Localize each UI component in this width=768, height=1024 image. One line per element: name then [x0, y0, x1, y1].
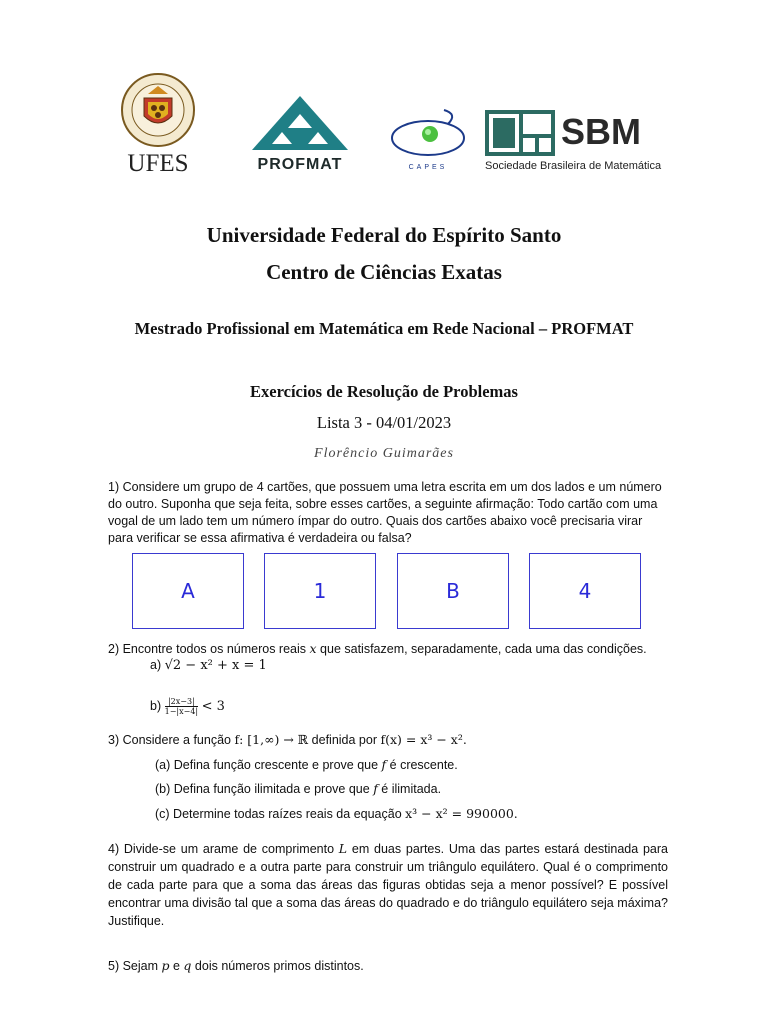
q5-q: q — [183, 958, 192, 973]
q3-function: f: [1,∞) → ℝ — [234, 732, 309, 747]
q3c-equation: x³ − x² = 990000. — [405, 806, 518, 821]
q2-var: x — [309, 641, 317, 656]
ufes-text: UFES — [127, 150, 189, 177]
exercise-title: Exercícios de Resolução de Problemas — [250, 382, 518, 401]
question-3c — [155, 805, 655, 823]
q4-text-b: em duas partes. Uma das partes estará destinada para construir um quadrado e a outra parte para construir um triângulo equilátero. Qual é o comprimento de cada parte para que a soma das áreas das figuras obtidas seja a menor possível? E possível encontrar uma divisão tal que a soma das áreas do quadrado e do triângulo equilátero seja máxima? Justifique. — [108, 842, 668, 928]
card-4: 4 — [529, 553, 641, 629]
q3-defined: definida por — [308, 733, 381, 747]
ufes-logo — [118, 70, 198, 180]
q2b-label: b) — [150, 698, 162, 713]
q3a-f: f — [381, 757, 387, 772]
ufes-seal-icon — [118, 70, 198, 150]
q2-intro-b: que satisfazem, separadamente, cada uma das condições. — [316, 642, 647, 656]
card-1: 1 — [264, 553, 376, 629]
card-a: A — [132, 553, 244, 629]
q3a-end: é crescente. — [386, 758, 458, 772]
question-1-text: 1) Considere um grupo de 4 cartões, que possuem uma letra escrita em um dos lados e um número do outro. Suponha que seja feita, sobre esses cartões, a seguinte afirmação: Todo cartão com uma vogal de um lado tem um número ímpar do outro. Quais dos cartões abaixo você precisaria virar para verificar se essa afirmativa é verdadeira ou falsa? — [108, 480, 662, 545]
q2b-relation: < 3 — [201, 698, 225, 714]
q4-var: L — [338, 841, 348, 856]
q4-text-a: 4) Divide-se um arame de comprimento — [108, 842, 339, 856]
capes-logo — [388, 106, 468, 176]
q3b-text: (b) Defina função ilimitada e prove que — [155, 782, 374, 796]
question-2-intro — [108, 640, 668, 658]
q3a-text: (a) Defina função crescente e prove que — [155, 758, 382, 772]
q3-intro: 3) Considere a função — [108, 733, 235, 747]
q5-text-a: 5) Sejam — [108, 959, 162, 973]
question-5-text — [108, 957, 668, 975]
question-3b — [155, 780, 655, 798]
card-b: B — [397, 553, 509, 629]
q3b-f: f — [373, 781, 378, 796]
q2-intro-a: 2) Encontre todos os números reais — [108, 642, 310, 656]
sbm-text: SBM — [561, 111, 641, 152]
q3c-text: (c) Determine todas raízes reais da equação — [155, 807, 406, 821]
question-2b — [150, 697, 450, 716]
q2a-expression: √2 − x² + x = 1 — [164, 658, 267, 673]
q5-and: e — [169, 959, 184, 973]
q2b-fraction — [165, 697, 199, 716]
q3b-end: é ilimitada. — [377, 782, 442, 796]
profmat-text: PROFMAT — [257, 156, 343, 173]
question-3-intro — [108, 731, 668, 749]
profmat-logo — [248, 94, 352, 184]
logo-bar — [0, 70, 768, 185]
capes-orbit-icon — [388, 106, 468, 164]
list-date: Lista 3 - 04/01/2023 — [316, 413, 452, 432]
q2b-denominator: 1−|x−4| — [164, 707, 199, 716]
profmat-triangle-icon — [248, 94, 352, 152]
question-3a — [155, 756, 655, 774]
author-signature: Florêncio Guimarães — [314, 446, 454, 461]
question-2a — [150, 657, 450, 674]
sbm-golden-ratio-icon — [485, 110, 555, 156]
capes-text: CAPES — [408, 164, 448, 171]
sbm-subtitle: Sociedade Brasileira de Matemática — [485, 160, 662, 172]
sbm-logo — [485, 110, 665, 176]
university-title: Universidade Federal do Espírito Santo — [206, 223, 562, 247]
center-title: Centro de Ciências Exatas — [266, 260, 502, 284]
q5-p: p — [161, 958, 170, 973]
q3-formula: f(x) = x³ − x². — [380, 732, 467, 747]
q2a-label: a) — [150, 658, 162, 672]
q5-text-b: dois números primos distintos. — [191, 959, 364, 973]
q2b-numerator: |2x−3| — [165, 697, 199, 707]
question-4-text — [108, 840, 668, 930]
program-title: Mestrado Profissional em Matemática em Rede Nacional – PROFMAT — [134, 319, 634, 338]
